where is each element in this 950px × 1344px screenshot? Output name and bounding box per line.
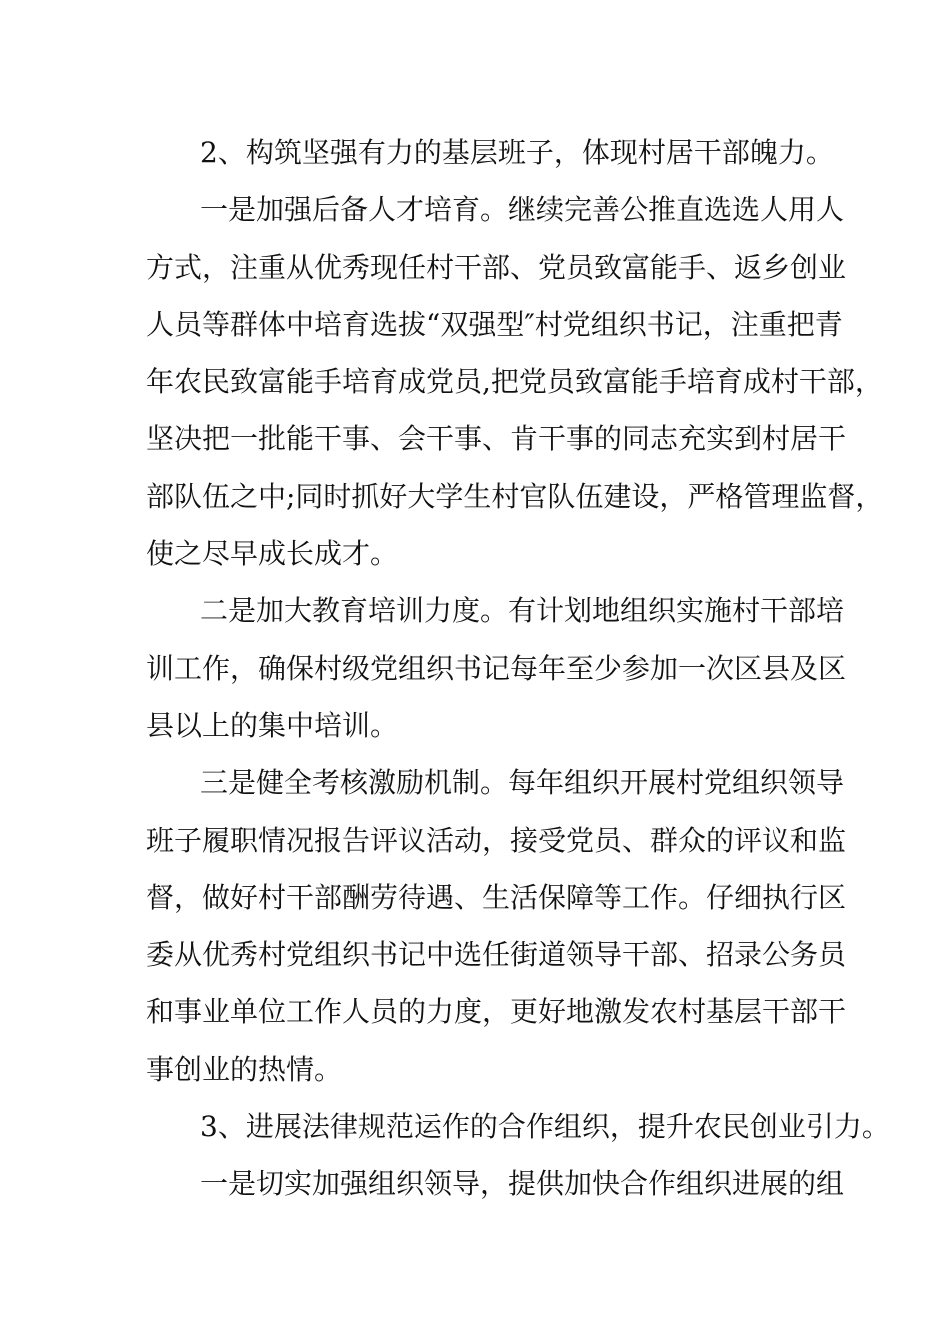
paragraph-line: 县以上的集中培训。 xyxy=(146,708,399,742)
paragraph-line: 二是加大教育培训力度。有计划地组织实施村干部培 xyxy=(200,594,845,628)
section-heading-2: 2、构筑坚强有力的基层班子，体现村居干部魄力。 xyxy=(200,136,834,169)
paragraph-line: 事创业的热情。 xyxy=(146,1052,343,1086)
paragraph-line: 人员等群体中培育选拔“双强型″村党组织书记，注重把青 xyxy=(146,307,843,341)
paragraph-line: 三是健全考核激励机制。每年组织开展村党组织领导 xyxy=(200,766,845,800)
paragraph-line: 年农民致富能手培育成党员,把党员致富能手培育成村干部， xyxy=(146,365,883,399)
paragraph-line: 和事业单位工作人员的力度，更好地激发农村基层干部干 xyxy=(146,995,847,1029)
paragraph-line: 一是加强后备人才培育。继续完善公推直选选人用人 xyxy=(200,193,845,227)
paragraph-line: 委从优秀村党组织书记中选任街道领导干部、招录公务员 xyxy=(146,938,847,972)
body-text xyxy=(146,124,890,1213)
paragraph-line: 督，做好村干部酬劳待遇、生活保障等工作。仔细执行区 xyxy=(146,880,847,914)
paragraph-line: 班子履职情况报告评议活动，接受党员、群众的评议和监 xyxy=(146,823,847,857)
paragraph-line: 训工作，确保村级党组织书记每年至少参加一次区县及区 xyxy=(146,651,847,685)
section-heading-3: 3、进展法律规范运作的合作组织，提升农民创业引力。 xyxy=(200,1110,890,1144)
paragraph-line: 方式，注重从优秀现任村干部、党员致富能手、返乡创业 xyxy=(146,250,847,284)
paragraph-line: 部队伍之中;同时抓好大学生村官队伍建设，严格管理监督， xyxy=(146,479,884,513)
paragraph-line: 使之尽早成长成才。 xyxy=(146,537,399,571)
paragraph-line: 一是切实加强组织领导，提供加快合作组织进展的组 xyxy=(200,1167,845,1201)
paragraph-line: 坚决把一批能干事、会干事、肯干事的同志充实到村居干 xyxy=(146,422,847,456)
